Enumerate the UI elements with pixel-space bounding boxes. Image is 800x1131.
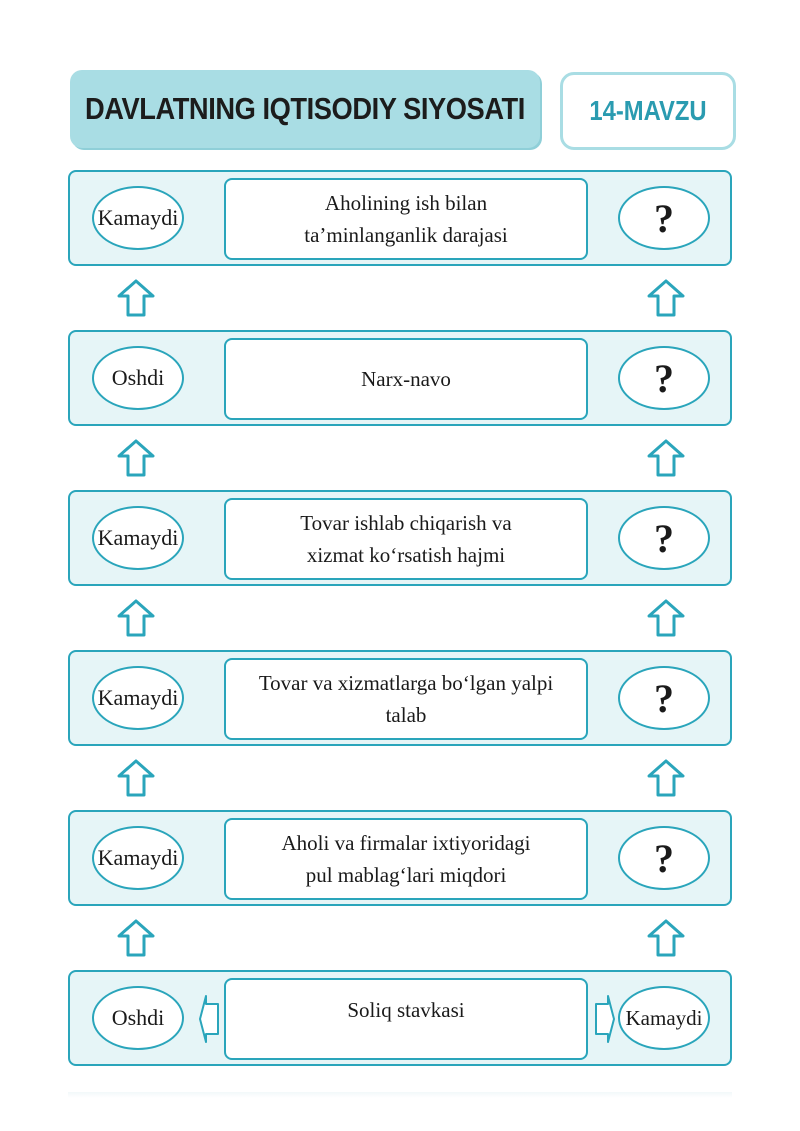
question-mark: ? xyxy=(654,355,674,401)
side-arrow-icon xyxy=(198,994,220,1044)
chain-row-3 xyxy=(68,490,732,586)
indicator-box: Aholining ish bilan ta’minlanganlik darajasi xyxy=(224,178,588,260)
chain-row-5 xyxy=(68,810,732,906)
topic-label: 14-MAVZU xyxy=(589,95,707,126)
up-arrow-icon xyxy=(646,438,686,478)
right-effect-oval xyxy=(618,666,710,730)
right-effect-oval xyxy=(618,506,710,570)
up-arrow-icon xyxy=(646,278,686,318)
chain-row-2 xyxy=(68,330,732,426)
up-arrow-icon xyxy=(646,918,686,958)
indicator-box: Tovar va xizmatlarga bo‘lgan yalpi talab xyxy=(224,658,588,740)
up-arrow-icon xyxy=(646,758,686,798)
page-bottom-edge xyxy=(68,1092,732,1098)
up-arrow-icon xyxy=(116,758,156,798)
chain-row-1 xyxy=(68,170,732,266)
indicator-box: Soliq stavkasi xyxy=(224,978,588,1060)
left-effect-oval: Kamaydi xyxy=(92,826,184,890)
question-mark: ? xyxy=(654,835,674,881)
left-effect-oval: Kamaydi xyxy=(92,666,184,730)
left-effect-oval: Kamaydi xyxy=(92,186,184,250)
side-arrow-icon xyxy=(594,994,616,1044)
right-effect-oval: Kamaydi xyxy=(618,986,710,1050)
right-effect-oval xyxy=(618,186,710,250)
topic-badge xyxy=(560,72,736,150)
indicator-box: Tovar ishlab chiqarish va xizmat ko‘rsatish hajmi xyxy=(224,498,588,580)
indicator-box: Narx-navo xyxy=(224,338,588,420)
up-arrow-icon xyxy=(116,278,156,318)
left-effect-oval: Kamaydi xyxy=(92,506,184,570)
up-arrow-icon xyxy=(116,438,156,478)
chain-row-6 xyxy=(68,970,732,1066)
left-effect-oval: Oshdi xyxy=(92,346,184,410)
up-arrow-icon xyxy=(116,918,156,958)
right-effect-oval xyxy=(618,826,710,890)
question-mark: ? xyxy=(654,515,674,561)
question-mark: ? xyxy=(654,675,674,721)
chain-row-4 xyxy=(68,650,732,746)
page-title-box xyxy=(70,70,540,148)
up-arrow-icon xyxy=(116,598,156,638)
question-mark: ? xyxy=(654,195,674,241)
indicator-box: Aholi va firmalar ixtiyoridagi pul mablag‘lari miqdori xyxy=(224,818,588,900)
right-effect-oval xyxy=(618,346,710,410)
left-effect-oval: Oshdi xyxy=(92,986,184,1050)
up-arrow-icon xyxy=(646,598,686,638)
page-title: DAVLATNING IQTISODIY SIYOSATI xyxy=(85,91,525,126)
